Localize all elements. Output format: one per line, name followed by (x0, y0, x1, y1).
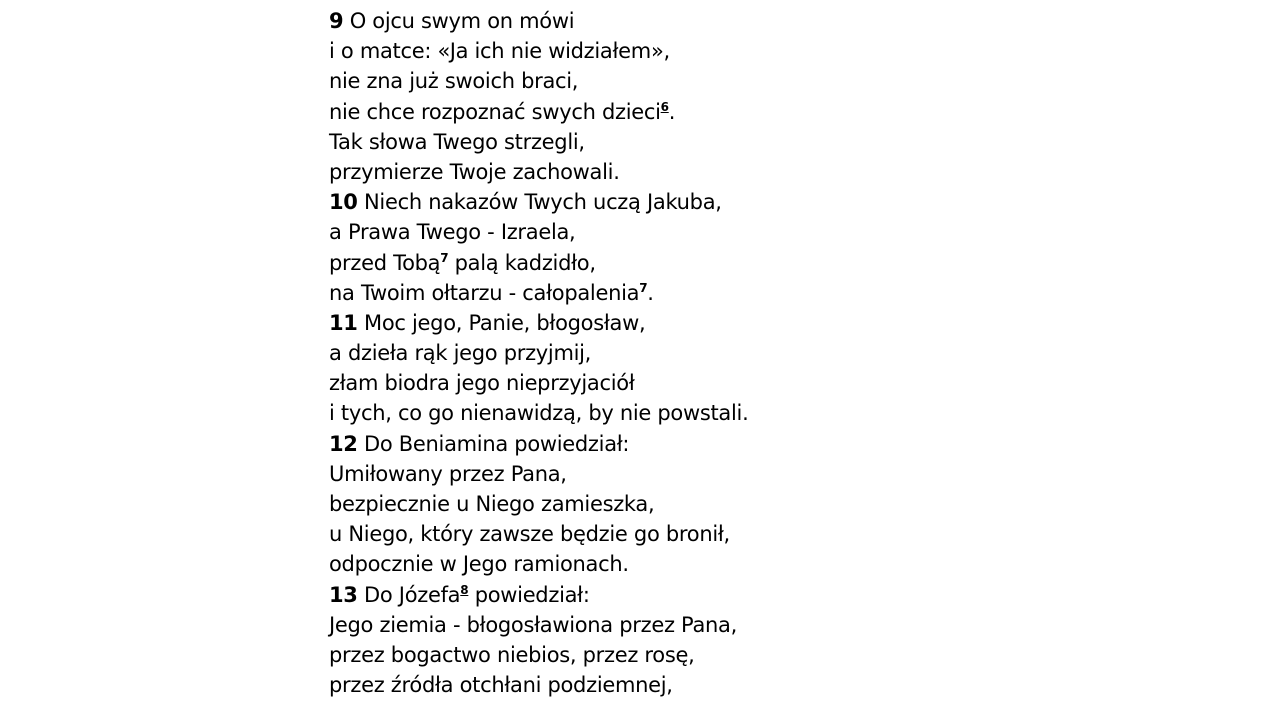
footnote-marker: 7 (639, 280, 648, 295)
scripture-text (329, 6, 1229, 700)
verse-number: 13 (329, 582, 358, 607)
line-text-after: . (668, 99, 676, 124)
text-line (329, 459, 1229, 489)
line-text: przez bogactwo niebios, przez rosę, (329, 642, 695, 667)
line-text: odpocznie w Jego ramionach. (329, 552, 629, 577)
text-line (329, 640, 1229, 670)
line-text: Niech nakazów Twych uczą Jakuba, (364, 190, 722, 215)
line-text-after: palą kadzidło, (448, 250, 596, 275)
line-text: nie zna już swoich braci, (329, 69, 579, 94)
text-line (329, 248, 1229, 278)
footnote-link[interactable]: 8 (460, 582, 469, 597)
line-text: a Prawa Twego - Izraela, (329, 220, 576, 245)
verse-number: 10 (329, 190, 358, 215)
verse-number: 12 (329, 431, 358, 456)
text-line (329, 6, 1229, 36)
line-text: złam biodra jego nieprzyjaciół (329, 371, 635, 396)
text-line (329, 368, 1229, 398)
text-line (329, 66, 1229, 96)
text-line (329, 278, 1229, 308)
footnote-link[interactable]: 6 (660, 99, 669, 114)
line-text: Do Beniamina powiedział: (364, 431, 630, 456)
text-line (329, 519, 1229, 549)
text-line (329, 157, 1229, 187)
line-text-after: powiedział: (468, 582, 590, 607)
line-text: nie chce rozpoznać swych dzieci (329, 99, 661, 124)
text-line (329, 398, 1229, 428)
line-text: O ojcu swym on mówi (349, 9, 575, 33)
text-line (329, 97, 1229, 127)
line-text: u Niego, który zawsze będzie go bronił, (329, 522, 730, 547)
line-text: i tych, co go nienawidzą, by nie powstali. (329, 401, 749, 426)
text-line (329, 187, 1229, 217)
verse-number: 9 (329, 9, 344, 33)
line-text: Jego ziemia - błogosławiona przez Pana, (329, 612, 737, 637)
verse-number: 11 (329, 310, 358, 335)
text-line (329, 217, 1229, 247)
text-line (329, 489, 1229, 519)
text-line (329, 127, 1229, 157)
text-line (329, 36, 1229, 66)
line-text: Umiłowany przez Pana, (329, 461, 567, 486)
text-line (329, 580, 1229, 610)
line-text-after: . (647, 280, 654, 305)
line-text: przez źródła otchłani podziemnej, (329, 673, 673, 698)
line-text: a dzieła rąk jego przyjmij, (329, 341, 592, 366)
text-line (329, 670, 1229, 700)
line-text: przed Tobą (329, 250, 441, 275)
line-text: bezpiecznie u Niego zamieszka, (329, 492, 655, 516)
line-text: Tak słowa Twego strzegli, (329, 129, 585, 154)
text-line (329, 549, 1229, 579)
text-line (329, 308, 1229, 338)
text-line (329, 338, 1229, 368)
line-text: Moc jego, Panie, błogosław, (364, 310, 646, 335)
line-text: i o matce: «Ja ich nie widziałem», (329, 39, 670, 64)
text-line (329, 429, 1229, 459)
footnote-marker: 7 (440, 250, 449, 265)
line-text: Do Józefa (364, 582, 461, 607)
text-line (329, 610, 1229, 640)
line-text: przymierze Twoje zachowali. (329, 159, 620, 184)
line-text: na Twoim ołtarzu - całopalenia (329, 280, 640, 305)
